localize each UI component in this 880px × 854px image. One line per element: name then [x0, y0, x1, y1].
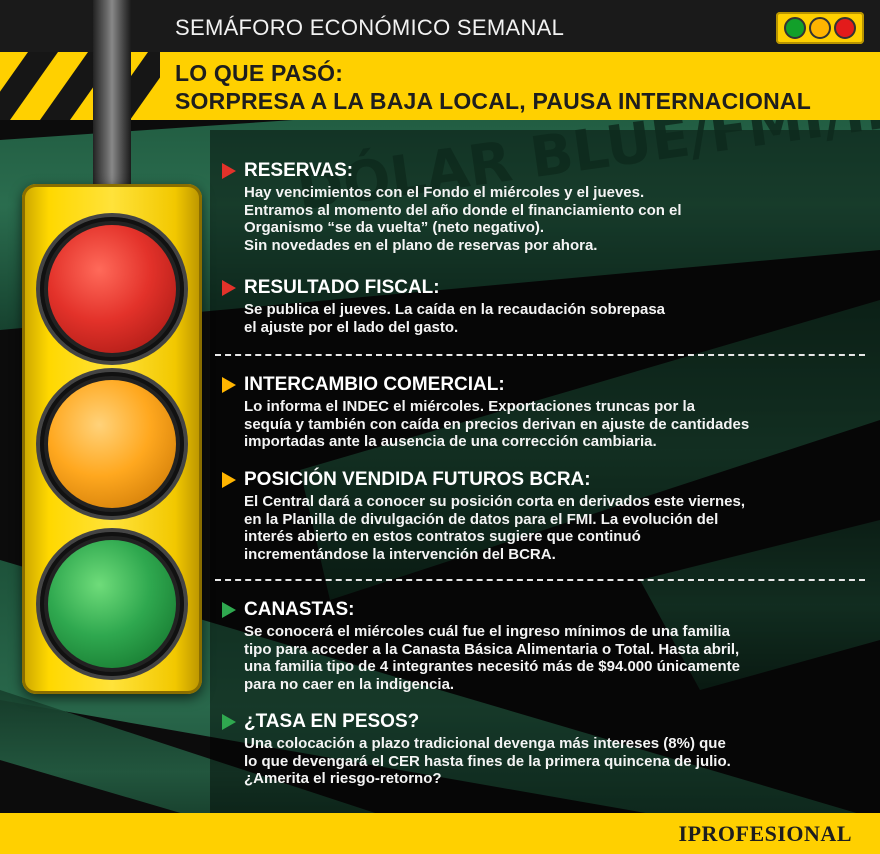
section-reservas — [222, 160, 682, 254]
section-line: Entramos al momento del año donde el financiamiento con el — [244, 201, 682, 219]
green-triangle-icon — [222, 714, 236, 730]
section-line: el ajuste por el lado del gasto. — [244, 318, 459, 336]
page-title: SEMÁFORO ECONÓMICO SEMANAL — [175, 15, 565, 40]
section-body — [222, 398, 749, 451]
green-light-icon — [40, 532, 184, 676]
section-line: tipo para acceder a la Canasta Básica Alimentaria o Total. Hasta abril, — [244, 640, 740, 658]
section-body — [222, 493, 745, 563]
traffic-light-housing — [22, 184, 202, 694]
amber-light-icon — [40, 372, 184, 516]
section-line: interés abierto en estos contratos sugiere que continuó — [244, 528, 641, 545]
amber-triangle-icon — [222, 472, 236, 488]
footer-bar — [0, 813, 880, 854]
hazard-stripes — [0, 52, 160, 120]
section-title: INTERCAMBIO COMERCIAL: — [244, 374, 505, 395]
section-line: Sin novedades en el plano de reservas por ahora. — [244, 236, 598, 254]
section-line: Lo informa el INDEC el miércoles. Exportaciones truncas por la — [244, 398, 695, 415]
section-line: una familia tipo de 4 integrantes necesitó más de $94.000 únicamente — [244, 658, 741, 675]
section-title: CANASTAS: — [244, 599, 355, 620]
section-posicion-vendida — [222, 469, 745, 563]
section-resultado-fiscal — [222, 277, 665, 336]
red-triangle-icon — [222, 280, 236, 296]
traffic-light-pole — [93, 0, 131, 185]
section-title: RESULTADO FISCAL: — [244, 277, 440, 298]
headline-text: SORPRESA A LA BAJA LOCAL, PAUSA INTERNACIONAL — [175, 88, 811, 114]
divider — [215, 354, 865, 356]
section-line: lo que devengará el CER hasta fines de la primera quincena de julio. — [244, 752, 731, 770]
section-line: para no caer en la indigencia. — [244, 675, 455, 693]
red-triangle-icon — [222, 163, 236, 179]
section-line: en la Planilla de divulgación de datos para el FMI. La evolución del — [244, 510, 719, 528]
divider — [215, 579, 865, 581]
headline-label: LO QUE PASÓ: — [175, 60, 344, 86]
section-line: incrementándose la intervención del BCRA. — [244, 545, 556, 563]
mini-traffic-light-icon — [776, 12, 864, 44]
brand-logo: IPROFESIONAL — [678, 821, 852, 846]
section-line: Una colocación a plazo tradicional devenga más intereses (8%) que — [244, 735, 726, 752]
mini-red-light-icon — [834, 17, 856, 39]
section-line: ¿Amerita el riesgo-retorno? — [244, 770, 442, 787]
section-line: El Central dará a conocer su posición corta en derivados este viernes, — [244, 493, 746, 510]
section-body — [222, 735, 731, 788]
section-body — [222, 623, 740, 693]
green-triangle-icon — [222, 602, 236, 618]
section-canastas — [222, 599, 740, 693]
section-line: importadas ante la ausencia de una corrección cambiaria. — [244, 433, 657, 450]
section-line: Hay vencimientos con el Fondo el miércoles y el jueves. — [244, 184, 645, 201]
section-body — [222, 184, 682, 254]
section-intercambio-comercial — [222, 374, 749, 451]
section-title: POSICIÓN VENDIDA FUTUROS BCRA: — [244, 469, 591, 490]
section-tasa-en-pesos — [222, 711, 731, 788]
section-line: Organismo “se da vuelta” (neto negativo). — [244, 219, 545, 236]
section-title: ¿TASA EN PESOS? — [244, 711, 420, 732]
section-title: RESERVAS: — [244, 160, 354, 181]
mini-amber-light-icon — [809, 17, 831, 39]
amber-triangle-icon — [222, 377, 236, 393]
section-body — [222, 301, 665, 336]
section-line: sequía y también con caída en precios derivan en ajuste de cantidades — [244, 415, 750, 433]
section-line: Se publica el jueves. La caída en la recaudación sobrepasa — [244, 301, 666, 318]
section-line: Se conocerá el miércoles cuál fue el ingreso mínimos de una familia — [244, 623, 731, 640]
red-light-icon — [40, 217, 184, 361]
mini-green-light-icon — [784, 17, 806, 39]
